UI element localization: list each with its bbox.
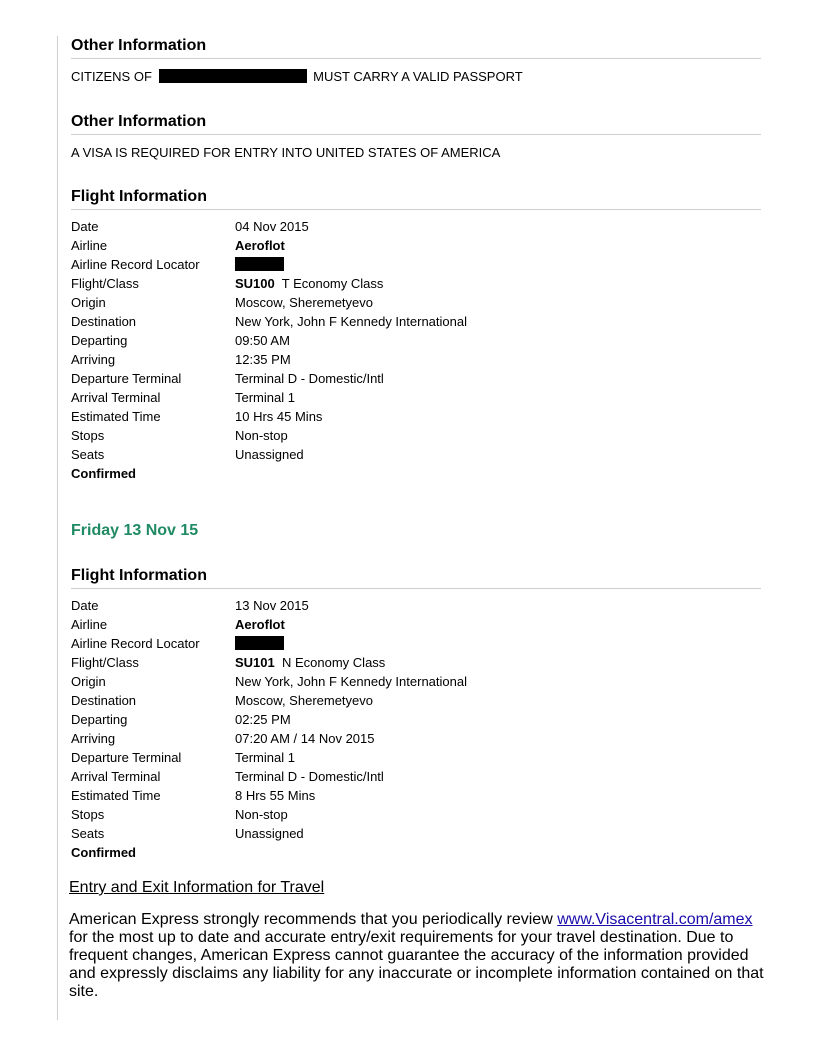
airline-label: Airline [71,617,108,632]
stops-value: Non-stop [235,428,288,443]
stops-label: Stops [71,428,105,443]
stops-value: Non-stop [235,807,288,822]
flight-2-destination-row [71,691,761,710]
redacted-record-locator [235,257,284,271]
entry-exit-text-1: American Express strongly recommends that you periodically review [69,911,553,928]
origin-label: Origin [71,295,106,310]
arriving-value: 07:20 AM / 14 Nov 2015 [235,731,375,746]
entry-exit-text-2: for the most up to date and accurate entry/exit requirements for your travel destination. Due to frequent changes, American Express cannot guarantee the accuracy of the information provided and expressly disclaims any liability for any inaccurate or incomplete information contained on that site. [69,929,764,1000]
record-locator-label: Airline Record Locator [71,257,200,272]
seats-label: Seats [71,447,105,462]
airline-value: Aeroflot [235,238,285,253]
origin-value: New York, John F Kennedy International [235,674,467,689]
section-heading-other-info: Other Information [71,36,761,59]
arriving-value: 12:35 PM [235,352,291,367]
date-value: 04 Nov 2015 [235,219,309,234]
flight-1-seats-row [71,445,761,464]
arrival-terminal-value: Terminal 1 [235,390,295,405]
arriving-label: Arriving [71,352,116,367]
flight-2-record-locator-row [71,634,761,653]
seats-label: Seats [71,826,105,841]
flight-class: T Economy Class [281,276,384,291]
flight-2-departure-terminal-row [71,748,761,767]
section-heading-flight-info: Flight Information [71,187,761,210]
flight-class-label: Flight/Class [71,655,139,670]
seats-value: Unassigned [235,447,304,462]
destination-label: Destination [71,314,137,329]
flight-1-flight-class-row [71,274,761,293]
departure-terminal-label: Departure Terminal [71,750,182,765]
departing-label: Departing [71,333,128,348]
flight-2-arrival-terminal-row [71,767,761,786]
departing-value: 09:50 AM [235,333,290,348]
date-label: Date [71,598,99,613]
flight-2-estimated-time-row [71,786,761,805]
flight-2-departing-row [71,710,761,729]
flight-1-stops-row [71,426,761,445]
departure-terminal-value: Terminal D - Domestic/Intl [235,371,384,386]
flight-2-arriving-row [71,729,761,748]
flight-1-arriving-row [71,350,761,369]
flight-number: SU100 [235,276,275,291]
flight-1-date-row [71,217,761,236]
destination-label: Destination [71,693,137,708]
flight-1-record-locator-row [71,255,761,274]
itinerary-content [69,36,764,1001]
estimated-time-value: 10 Hrs 45 Mins [235,409,323,424]
flight-1-departure-terminal-row [71,369,761,388]
departing-label: Departing [71,712,128,727]
flight-2-origin-row [71,672,761,691]
arriving-label: Arriving [71,731,116,746]
airline-value: Aeroflot [235,617,285,632]
day-heading: Friday 13 Nov 15 [71,522,199,539]
flight-1-details [71,217,761,483]
flight-class-label: Flight/Class [71,276,139,291]
date-label: Date [71,219,99,234]
origin-value: Moscow, Sheremetyevo [235,295,374,310]
flight-1-departing-row [71,331,761,350]
section-heading-flight-info-2: Flight Information [71,566,761,589]
destination-value: Moscow, Sheremetyevo [235,693,374,708]
destination-value: New York, John F Kennedy International [235,314,467,329]
flight-2-date-row [71,596,761,615]
passport-notice-suffix: MUST CARRY A VALID PASSPORT [313,69,523,84]
flight-1-arrival-terminal-row [71,388,761,407]
flight-1-estimated-time-row [71,407,761,426]
flight-1-origin-row [71,293,761,312]
estimated-time-label: Estimated Time [71,409,161,424]
departure-terminal-label: Departure Terminal [71,371,182,386]
record-locator-label: Airline Record Locator [71,636,200,651]
flight-number: SU101 [235,655,275,670]
airline-label: Airline [71,238,108,253]
seats-value: Unassigned [235,826,304,841]
departure-terminal-value: Terminal 1 [235,750,295,765]
flight-1-destination-row [71,312,761,331]
arrival-terminal-value: Terminal D - Domestic/Intl [235,769,384,784]
flight-1-status: Confirmed [71,466,136,481]
flight-class: N Economy Class [281,655,386,670]
visacentral-link[interactable]: www.Visacentral.com/amex [557,911,753,928]
entry-exit-notice [69,911,769,1001]
redacted-country [159,69,307,83]
stops-label: Stops [71,807,105,822]
flight-1-airline-row [71,236,761,255]
flight-2-details [71,596,761,862]
passport-notice [71,67,761,86]
flight-2-airline-row [71,615,761,634]
flight-2-status: Confirmed [71,845,136,860]
arrival-terminal-label: Arrival Terminal [71,769,161,784]
flight-2-seats-row [71,824,761,843]
flight-2-stops-row [71,805,761,824]
arrival-terminal-label: Arrival Terminal [71,390,161,405]
departing-value: 02:25 PM [235,712,291,727]
entry-exit-title: Entry and Exit Information for Travel [69,879,325,896]
date-value: 13 Nov 2015 [235,598,309,613]
visa-notice: A VISA IS REQUIRED FOR ENTRY INTO UNITED STATES OF AMERICA [71,145,501,160]
section-heading-other-info-2: Other Information [71,112,761,135]
redacted-record-locator [235,636,284,650]
estimated-time-label: Estimated Time [71,788,161,803]
estimated-time-value: 8 Hrs 55 Mins [235,788,316,803]
origin-label: Origin [71,674,106,689]
flight-2-flight-class-row [71,653,761,672]
left-margin-rule [57,36,58,1020]
passport-notice-prefix: CITIZENS OF [71,69,152,84]
